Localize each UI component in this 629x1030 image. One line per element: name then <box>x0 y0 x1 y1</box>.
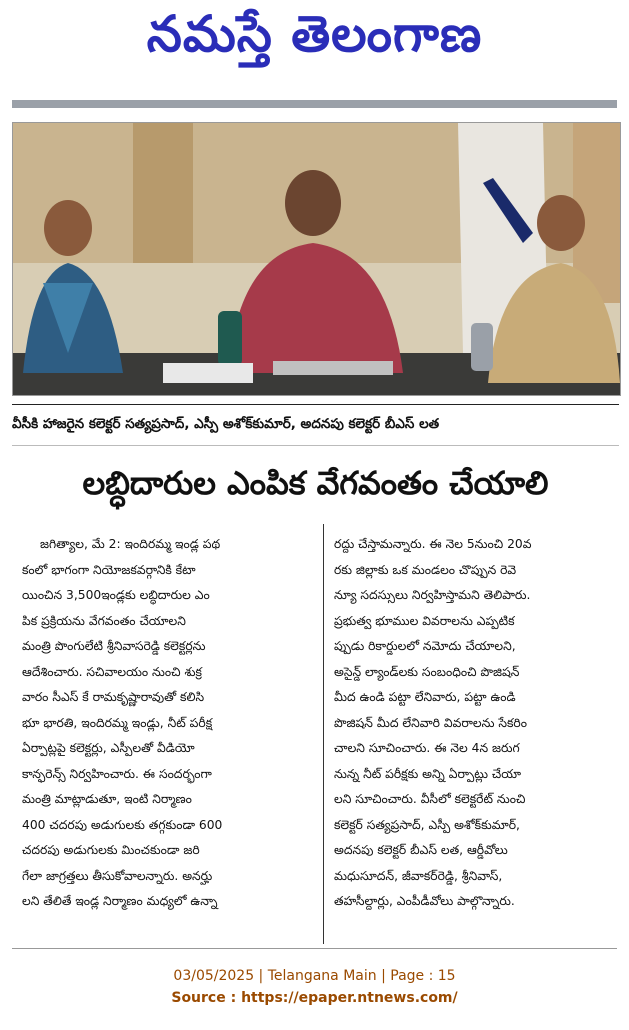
news-photo <box>12 122 621 396</box>
text-line: పొజిషన్ మీద లేనివారి వివరాలను సేకరిం <box>334 715 527 730</box>
text-line: తహసీల్దార్లు, ఎంపీడీవోలు పాల్గొన్నారు. <box>334 894 515 908</box>
photo-illustration <box>13 123 620 395</box>
text-line: ఏర్పాట్లపై కలెక్టర్లు, ఎస్పీలతో వీడియో <box>22 741 195 755</box>
text-line: యించిన 3,500ఇండ్లకు లబ్ధిదారుల ఎం <box>22 588 210 602</box>
text-line: చాలని సూచించారు. ఈ నెల 4న జరుగ <box>334 741 520 755</box>
text-line: భూ భారతి, ఇందిరమ్మ ఇండ్లు, నీట్ పరీక్ష <box>22 715 213 730</box>
text-line: న్యూ సదస్సులు నిర్వహిస్తామని తెలిపారు. <box>334 588 531 602</box>
article-headline: లబ్ధిదారుల ఎంపిక వేగవంతం చేయాలి <box>82 464 549 502</box>
text-line: ప్పుడు రికార్డులలో నమోదు చేయాలని, <box>334 639 516 653</box>
text-line: ప్రభుత్వ భూముల వివరాలను ఎప్పటిక <box>334 613 515 628</box>
text-line: నున్న నీట్ పరీక్షకు అన్ని ఏర్పాట్లు చేయా <box>334 766 521 781</box>
text-line: గేలా జాగ్రత్తలు తీసుకోవాలన్నారు. అనర్హు <box>22 868 213 883</box>
photo-caption: వీసీకి హాజరైన కలెక్టర్ సత్యప్రసాద్, ఎస్పీ అశోక్‌కుమార్, అదనపు కలెక్టర్ బీఎస్ లత <box>12 404 619 446</box>
footer-date-page: 03/05/2025 | Telangana Main | Page : 15 <box>173 968 456 984</box>
masthead <box>0 0 629 80</box>
text-line: కంలో భాగంగా నియోజకవర్గానికి కేటా <box>22 562 196 577</box>
text-line: లని తేలితే ఇండ్ల నిర్మాణం మధ్యలో ఉన్నా <box>22 894 218 908</box>
text-line: కలెక్టర్ సత్యప్రసాద్, ఎస్పీ అశోక్‌కుమార్, <box>334 817 520 832</box>
text-line: ఆదేశించారు. సచివాలయం నుంచి శుక్ర <box>22 664 202 679</box>
text-line: మంత్రి పొంగులేటి శ్రీనివాసరెడ్డి కలెక్టర్లను <box>22 639 206 653</box>
footer-rule <box>12 948 617 949</box>
text-line: మధుసూదన్, జీవాకర్‌రెడ్డి, శ్రీనివాస్, <box>334 868 503 883</box>
text-line: మంత్రి మాట్లాడుతూ, ఇంటి నిర్మాణం <box>22 792 192 806</box>
column-divider <box>323 524 324 944</box>
newspaper-title: నమస్తే తెలంగాణ <box>146 4 483 63</box>
text-line: లని సూచించారు. వీసీలో కలెక్టరేట్ నుంచి <box>334 792 526 806</box>
text-line: వారం సీఎస్ కే రామకృష్ణారావుతో కలిసి <box>22 690 205 704</box>
text-line: రకు జిల్లాకు ఒక మండలం చొప్పున రెవె <box>334 562 517 577</box>
article-column-1 <box>22 532 313 915</box>
text-line: పిక ప్రక్రియను వేగవంతం చేయాలని <box>22 613 186 628</box>
text-line: అసైన్డ్ ల్యాండ్‌లకు సంబంధించి పొజిషన్ <box>334 664 520 679</box>
text-line: 400 చదరపు అడుగులకు తగ్గకుండా 600 <box>22 817 223 832</box>
article-column-2 <box>334 532 625 915</box>
text-line: రద్దు చేస్తామన్నారు. ఈ నెల 5నుంచి 20వ <box>334 537 532 551</box>
text-line: మీద ఉండి పట్టా లేనివారు, పట్టా ఉండి <box>334 690 516 704</box>
masthead-rule <box>12 100 617 108</box>
text-line: అదనపు కలెక్టర్ బీఎస్ లత, ఆర్డీవోలు <box>334 843 508 857</box>
text-line: కాన్ఫరెన్స్ నిర్వహించారు. ఈ సందర్భంగా <box>22 766 212 781</box>
footer-source-link[interactable]: Source : https://epaper.ntnews.com/ <box>171 990 458 1006</box>
text-line: చదరపు అడుగులకు మించకుండా జరి <box>22 843 200 857</box>
text-line: జగిత్యాల, మే 2: ఇందిరమ్మ ఇండ్ల పథ <box>40 537 221 551</box>
